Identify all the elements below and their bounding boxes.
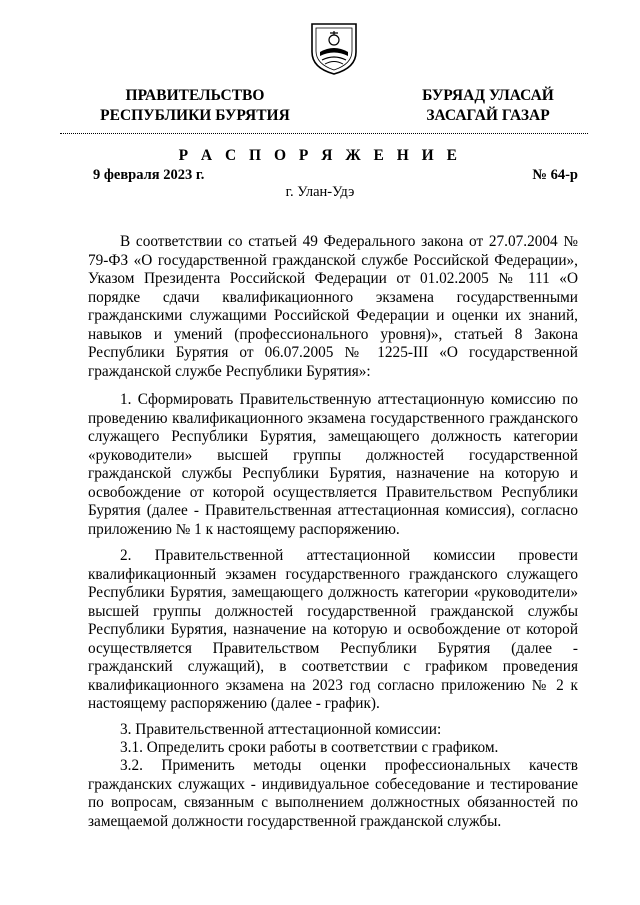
- item-3-2-paragraph: [88, 757, 578, 831]
- item-3-text: 3. Правительственной аттестационной комиссии:: [120, 721, 442, 738]
- header-left-line1: ПРАВИТЕЛЬСТВО: [125, 87, 265, 104]
- header-divider: [60, 133, 588, 134]
- document-number: № 64-р: [532, 167, 578, 183]
- item-2-text: 2. Правительственной аттестационной комиссии провести квалификационный экзамен государственного гражданского служащего Республики Бурятия, замещающего должность категории «руководители» высшей группы должностей государственной гражданской службы Республики Бурятия, назначение на которую и освобождение от которой осуществляется Правительством Республики Бурятия (далее - гражданский служащий), в соответствии с графиком проведения квалификационного экзамена на 2023 год согласно приложению № 2 к настоящему распоряжению (далее - график).: [88, 547, 578, 712]
- item-1-text: 1. Сформировать Правительственную аттестационную комиссию по проведению квалификационного экзамена государственного гражданского служащего Республики Бурятия, замещающего должность категории «руководители» высшей группы должностей государственной гражданской службы Республики Бурятия, назначение на которую и освобождение от которой осуществляется Правительством Республики Бурятия (далее - Правительственная аттестационная комиссия), согласно приложению № 1 к настоящему распоряжению.: [88, 391, 578, 538]
- item-2-paragraph: [88, 547, 578, 714]
- item-3-1-text: 3.1. Определить сроки работы в соответствии с графиком.: [120, 739, 499, 756]
- preamble-text: В соответствии со статьей 49 Федерального закона от 27.07.2004 № 79-ФЗ «О государственной гражданской службе Российской Федерации», Указом Президента Российской Федерации от 01.02.2005 № 111 «О порядке сдачи квалификационного экзамена государственными гражданскими служащими Российской Федерации и оценки их знаний, навыков и умений (профессионального уровня)», статьей 8 Закона Республики Бурятия от 06.07.2005 № 1225-III «О государственной гражданской службе Республики Бурятия»:: [88, 233, 578, 380]
- document-type: Р А С П О Р Я Ж Е Н И Е: [178, 147, 462, 164]
- header-government-ru: [60, 86, 330, 126]
- item-3-paragraph: [88, 721, 578, 740]
- item-3-1-paragraph: [88, 739, 578, 758]
- header-left-line2: РЕСПУБЛИКИ БУРЯТИЯ: [100, 107, 290, 124]
- preamble-paragraph: [88, 233, 578, 381]
- header-right-line2: ЗАСАГАЙ ГАЗАР: [426, 107, 550, 124]
- header-right-line1: БУРЯАД УЛАСАЙ: [422, 87, 554, 104]
- header-government-bua: [368, 86, 608, 126]
- item-3-2-text: 3.2. Применить методы оценки профессиональных качеств гражданских служащих - индивидуальное собеседование и тестирование по вопросам, связанным с выполнением должностных обязанностей по замещаемой должности государственной гражданской службы.: [88, 757, 578, 830]
- coat-of-arms-emblem-icon: [304, 18, 364, 76]
- document-city: г. Улан-Удэ: [285, 184, 355, 200]
- document-date: 9 февраля 2023 г.: [93, 167, 205, 183]
- item-1-paragraph: [88, 391, 578, 539]
